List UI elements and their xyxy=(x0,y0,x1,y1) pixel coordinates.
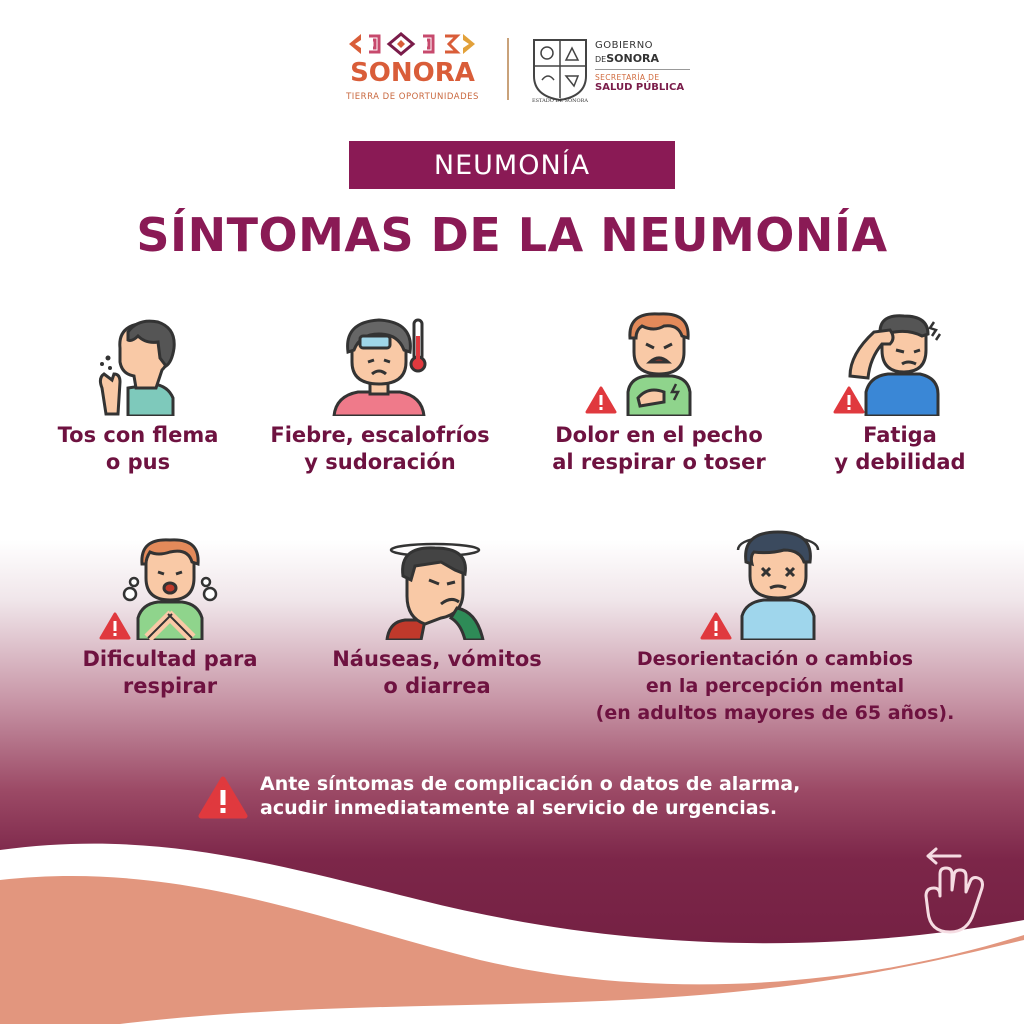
sonora-wordmark: SONORA xyxy=(350,58,475,88)
sonora-tagline: TIERRA DE OPORTUNIDADES xyxy=(346,92,479,102)
symptom-label: Dolor en el pecho al respirar o toser xyxy=(552,423,766,474)
page-title: SÍNTOMAS DE LA NEUMONÍA xyxy=(136,208,888,262)
topic-label: NEUMONÍA xyxy=(349,141,675,189)
fatigue-person-icon xyxy=(846,314,944,416)
gov-line4: SALUD PÚBLICA xyxy=(595,82,685,93)
symptom-label: Tos con flema o pus xyxy=(57,423,219,474)
ornament-icon xyxy=(345,30,480,58)
government-logo-text xyxy=(595,40,705,94)
symptom-label: Fiebre, escalofríos y sudoración xyxy=(270,423,490,474)
swipe-hand-icon[interactable] xyxy=(920,846,996,936)
sonora-logo xyxy=(335,28,490,108)
alert-note-text: Ante síntomas de complicación o datos de alarma, acudir inmediatamente al servicio de urgencias. xyxy=(260,773,801,819)
gov-line2: DESONORA xyxy=(595,52,660,65)
nausea-person-icon xyxy=(385,540,489,640)
symptom-label: Dificultad para respirar xyxy=(82,647,258,698)
seal-caption: ESTADO DE SONORA xyxy=(531,98,589,104)
gov-line3: SECRETARÍA DE xyxy=(595,73,660,82)
state-seal-icon xyxy=(530,36,590,102)
breathing-difficulty-icon xyxy=(122,538,218,640)
chest-pain-icon xyxy=(624,312,694,416)
symptom-label: Náuseas, vómitos o diarrea xyxy=(332,647,542,698)
symptom-label: Fatiga y debilidad xyxy=(834,423,966,474)
alert-note xyxy=(198,772,838,832)
fever-thermometer-icon xyxy=(330,318,430,416)
warning-icon xyxy=(585,386,617,414)
gov-line1: GOBIERNO xyxy=(595,40,654,51)
dizzy-person-icon xyxy=(728,528,828,640)
symptom-label: Desorientación o cambios en la percepción mental (en adultos mayores de 65 años). xyxy=(595,648,955,724)
logo-divider xyxy=(507,38,509,100)
coughing-person-icon xyxy=(98,318,178,416)
header xyxy=(0,28,1024,108)
warning-icon xyxy=(198,776,248,820)
